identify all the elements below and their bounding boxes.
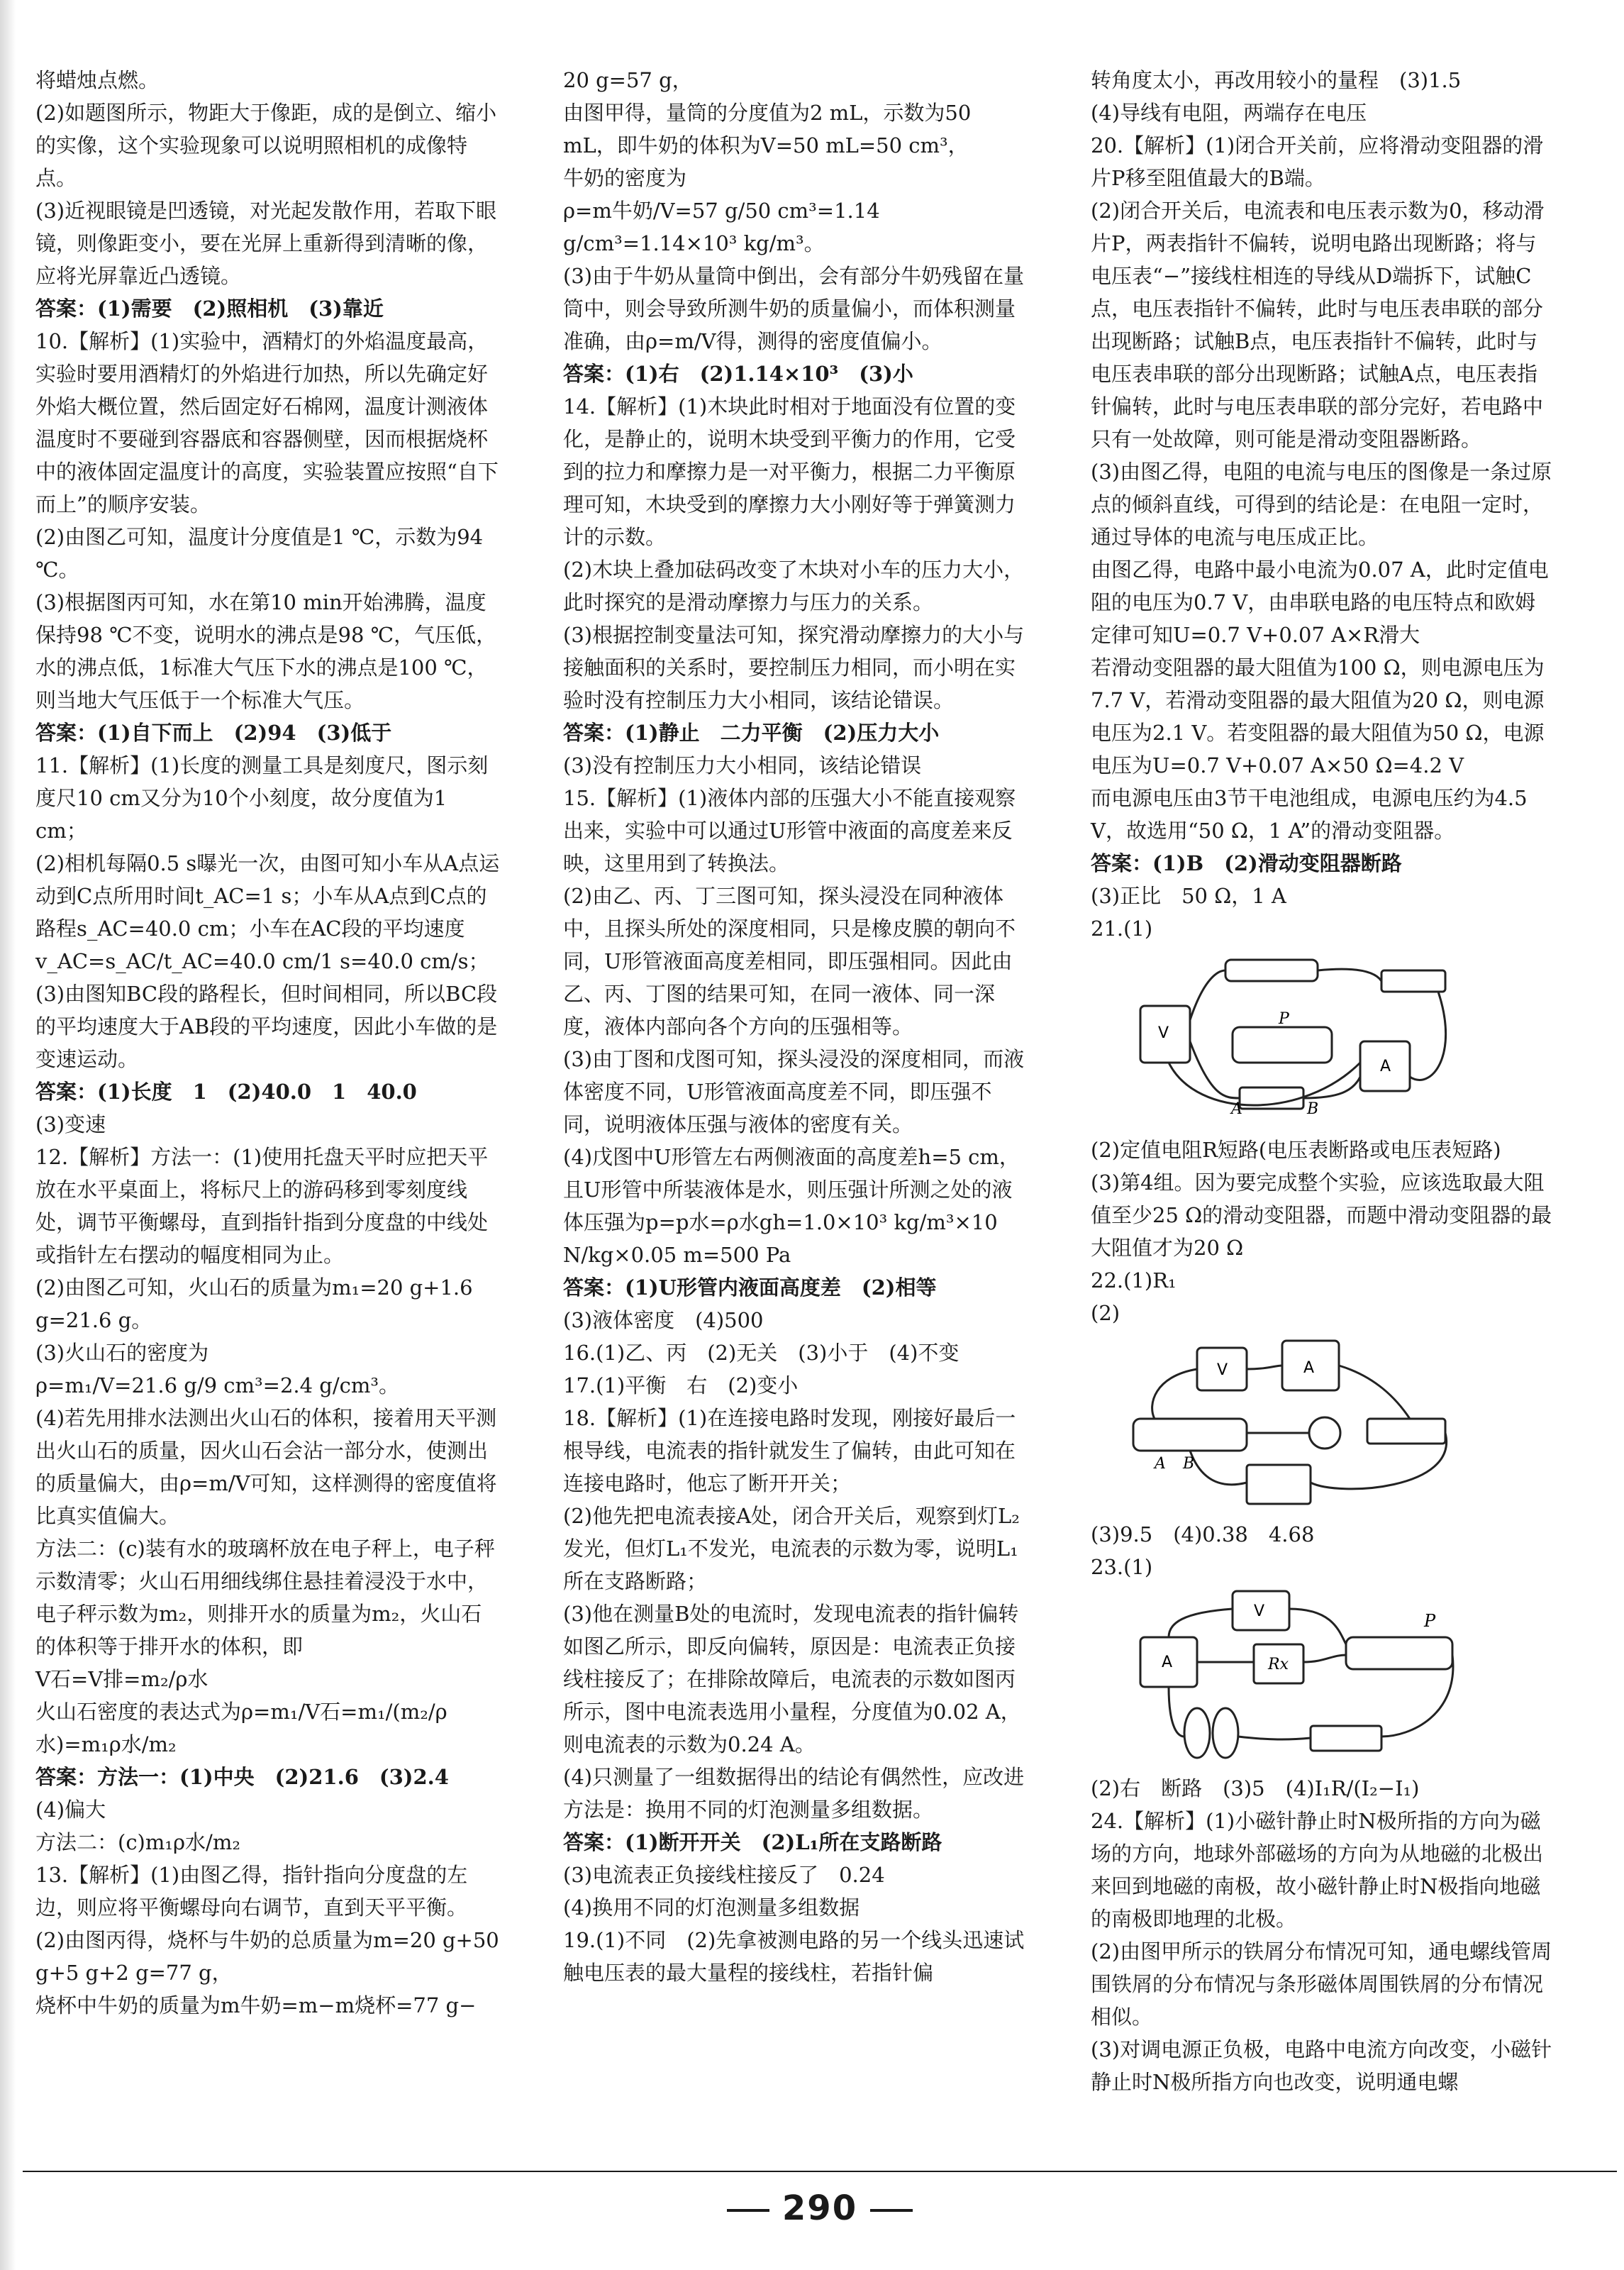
slider-p-label: P — [1424, 1611, 1436, 1631]
answer-line: 答案：(1)断开开关 (2)L₁所在支路断路 — [563, 1830, 942, 1854]
question-16: 16.(1)乙、丙 (2)无关 (3)小于 (4)不变 — [563, 1341, 960, 1365]
circuit-diagram-21 — [1126, 949, 1459, 1126]
question-14: 14.【解析】(1)木块此时相对于地面没有位置的变化，是静止的，说明木块受到平衡力的作用，它受到的拉力和摩擦力是一对平衡力，根据二力平衡原理可知，木块受到的摩擦力大小刚好等于弹簧测力计的示数。 — [563, 394, 1016, 549]
answer-line: 答案：(1)自下而上 (2)94 (3)低于 — [35, 721, 392, 745]
column-left — [35, 64, 506, 2164]
circuit-diagram-22 — [1126, 1334, 1459, 1511]
ammeter-label: A — [1380, 1058, 1391, 1075]
text-line: 若滑动变阻器的最大阻值为100 Ω，则电源电压为7.7 V，若滑动变阻器的最大阻值为20 Ω，则电源电压为2.1 V。若变阻器的最大阻值为50 Ω，电源电压为U=0.7 V+0.07 A×50 Ω=4.2 V — [1091, 655, 1545, 777]
text-line: (3)近视眼镜是凹透镜，对光起发散作用，若取下眼镜，则像距变小，要在光屏上重新得到清晰的像，应将光屏靠近凸透镜。 — [35, 199, 497, 288]
text-line: (3)由图乙得，电阻的电流与电压的图像是一条过原点的倾斜直线，可得到的结论是：在电阻一定时，通过导体的电流与电压成正比。 — [1091, 460, 1552, 549]
text-line: (3)液体密度 (4)500 — [563, 1308, 764, 1332]
text-line: (2)由图甲所示的铁屑分布情况可知，通电螺线管周围铁屑的分布情况与条形磁体周围铁屑的分布情况相似。 — [1091, 1939, 1552, 2029]
text-line: 20 g=57 g， — [563, 68, 693, 92]
text-line: (3)根据图丙可知，水在第10 min开始沸腾，温度保持98 ℃不变，说明水的沸点是98 ℃，气压低，水的沸点低，1标准大气压下水的沸点是100 ℃，则当地大气压低于一个标准大气压。 — [35, 590, 497, 712]
text-line: (3)对调电源正负极，电路中电流方向改变，小磁针静止时N极所指方向也改变，说明通电螺 — [1091, 2037, 1552, 2094]
text-line: (4)偏大 — [35, 1798, 106, 1822]
answer-line: 答案：(1)需要 (2)照相机 (3)靠近 — [35, 297, 384, 321]
question-15: 15.【解析】(1)液体内部的压强大小不能直接观察出来，实验中可以通过U形管中液面的高度差来反映，这里用到了转换法。 — [563, 786, 1016, 875]
terminal-a-label: A — [1155, 1455, 1166, 1473]
text-line: (3)正比 50 Ω，1 A — [1091, 884, 1286, 908]
question-20: 20.【解析】(1)闭合开关前，应将滑动变阻器的滑片P移至阻值最大的B端。 — [1091, 133, 1544, 190]
circuit-figure-23 — [1126, 1588, 1459, 1765]
text-line: 转角度太小，再改用较小的量程 (3)1.5 — [1091, 68, 1462, 92]
terminal-b-label: B — [1183, 1455, 1195, 1473]
text-line: (3)火山石的密度为 — [35, 1341, 209, 1365]
question-24: 24.【解析】(1)小磁针静止时N极所指的方向为磁场的方向，地球外部磁场的方向为从地磁的北极出来回到地磁的南极，故小磁针静止时N极指向地磁的南极即地理的北极。 — [1091, 1809, 1544, 1931]
ammeter-label: A — [1162, 1654, 1173, 1671]
question-10: 10.【解析】(1)实验中，酒精灯的外焰温度最高，实验时要用酒精灯的外焰进行加热，所以先确定好外焰大概位置，然后固定好石棉网，温度计测液体温度时不要碰到容器底和容器侧壁，因而根据烧杯中的液体固定温度计的高度，实验装置应按照“自下而上”的顺序安装。 — [35, 329, 499, 516]
text-line: (2)由图乙可知，温度计分度值是1 ℃，示数为94 ℃。 — [35, 525, 490, 582]
text-line: (2)由乙、丙、丁三图可知，探头浸没在同种液体中，且探头所处的深度相同，只是橡皮膜的朝向不同，U形管液面高度差相同，即压强相同。因此由乙、丙、丁图的结果可知，在同一液体、同一深度，液体内部向各个方向的压强相等。 — [563, 884, 1016, 1039]
terminal-b-label: B — [1307, 1100, 1319, 1118]
answer-line: 答案：方法一：(1)中央 (2)21.6 (3)2.4 — [35, 1765, 449, 1789]
column-middle — [563, 64, 1028, 2164]
text-line: (4)若先用排水法测出火山石的体积，接着用天平测出火山石的质量，因火山石会沾一部分水，使测出的质量偏大，由ρ=m/V可知，这样测得的密度值将比真实值偏大。 — [35, 1406, 497, 1528]
column-right — [1091, 64, 1555, 2164]
text-line: (4)戊图中U形管左右两侧液面的高度差h=5 cm，且U形管中所装液体是水，则压强计所测之处的液体压强为p=p水=ρ水gh=1.0×10³ kg/m³×10 N/kg×0.05 m=500 Pa — [563, 1145, 1020, 1267]
text-line: 将蜡烛点燃。 — [35, 68, 160, 92]
text-line: 烧杯中牛奶的质量为m牛奶=m−m烧杯=77 g− — [35, 1993, 477, 2017]
question-19: 19.(1)不同 (2)先拿被测电路的另一个线头迅速试触电压表的最大量程的接线柱，若指针偏 — [563, 1928, 1025, 1985]
question-23: 23.(1) — [1091, 1555, 1153, 1579]
page-number-text: 290 — [782, 2188, 858, 2228]
question-13: 13.【解析】(1)由图乙得，指针指向分度盘的左边，则应将平衡螺母向右调节，直到天平平衡。 — [35, 1863, 468, 1920]
text-line: (4)换用不同的灯泡测量多组数据 — [563, 1895, 860, 1920]
answer-line: 答案：(1)静止 二力平衡 (2)压力大小 — [563, 721, 940, 745]
binding-margin — [0, 0, 16, 2270]
text-line: 由图甲得，量筒的分度值为2 mL，示数为50 mL，即牛奶的体积为V=50 mL=50 cm³， — [563, 101, 978, 157]
formula-line: V石=V排=m₂/ρ水 — [35, 1667, 208, 1691]
answer-line: 答案：(1)B (2)滑动变阻器断路 — [1091, 851, 1402, 875]
voltmeter-label: V — [1217, 1361, 1228, 1379]
text-line: 方法二：(c)m₁ρ水/m₂ — [35, 1830, 240, 1854]
dash-left — [727, 2209, 769, 2212]
voltmeter-label: V — [1254, 1602, 1265, 1620]
text-line: 方法二：(c)装有水的玻璃杯放在电子秤上，电子秤示数清零；火山石用细线绑住悬挂着浸没于水中，电子秤示数为m₂，则排开水的质量为m₂，火山石的体积等于排开水的体积，即 — [35, 1537, 495, 1659]
text-line: (3)由丁图和戊图可知，探头浸没的深度相同，而液体密度不同，U形管液面高度差不同，即压强不同，说明液体压强与液体的密度有关。 — [563, 1047, 1025, 1136]
footer-rule — [23, 2171, 1617, 2172]
question-11: 11.【解析】(1)长度的测量工具是刻度尺，图示刻度尺10 cm又分为10个小刻度，故分度值为1 cm； — [35, 753, 489, 843]
text-line: (4)导线有电阻，两端存在电压 — [1091, 101, 1367, 125]
text-line: (4)只测量了一组数据得出的结论有偶然性，应改进方法是：换用不同的灯泡测量多组数据。 — [563, 1765, 1025, 1822]
text-line: (2)木块上叠加砝码改变了木块对小车的压力大小，此时探究的是滑动摩擦力与压力的关系。 — [563, 558, 1025, 614]
formula-line: 火山石密度的表达式为ρ=m₁/V石=m₁/(m₂/ρ水)=m₁ρ水/m₂ — [35, 1700, 447, 1756]
answer-line: 答案：(1)长度 1 (2)40.0 1 40.0 — [35, 1080, 417, 1104]
text-line: 由图乙得，电路中最小电流为0.07 A，此时定值电阻的电压为0.7 V，由串联电路的电压特点和欧姆定律可知U=0.7 V+0.07 A×R滑大 — [1091, 558, 1549, 647]
text-line: 牛奶的密度为 — [563, 166, 687, 190]
formula-line: ρ=m牛奶/V=57 g/50 cm³=1.14 g/cm³=1.14×10³ kg/m³。 — [563, 199, 886, 255]
text-line: (3)变速 — [35, 1112, 106, 1136]
answer-line: 答案：(1)右 (2)1.14×10³ (3)小 — [563, 362, 913, 386]
slider-p-label: P — [1279, 1010, 1289, 1028]
formula-line: ρ=m₁/V=21.6 g/9 cm³=2.4 g/cm³。 — [35, 1373, 399, 1397]
text-line: (3)没有控制压力大小相同，该结论错误 — [563, 753, 922, 777]
question-22: 22.(1)R₁ — [1091, 1268, 1177, 1292]
text-line: (2)定值电阻R短路(电压表断路或电压表短路) — [1091, 1138, 1501, 1162]
answer-line: 答案：(1)U形管内液面高度差 (2)相等 — [563, 1275, 937, 1300]
text-line: (3)根据控制变量法可知，探究滑动摩擦力的大小与接触面积的关系时，要控制压力相同，而小明在实验时没有控制压力大小相同，该结论错误。 — [563, 623, 1025, 712]
text-line: (2)由图乙可知，火山石的质量为m₁=20 g+1.6 g=21.6 g。 — [35, 1275, 479, 1332]
text-line: (3)电流表正负接线柱接反了 0.24 — [563, 1863, 885, 1887]
text-line: (3)9.5 (4)0.38 4.68 — [1091, 1522, 1315, 1546]
text-line: (2)他先把电流表接A处，闭合开关后，观察到灯L₂发光，但灯L₁不发光，电流表的示数为零，说明L₁所在支路断路； — [563, 1504, 1020, 1593]
text-line: (3)由图知BC段的路程长，但时间相同，所以BC段的平均速度大于AB段的平均速度，因此小车做的是变速运动。 — [35, 982, 498, 1071]
dash-right — [870, 2209, 913, 2212]
circuit-figure-22 — [1126, 1334, 1459, 1511]
text-line: (2) — [1091, 1301, 1120, 1325]
text-line: (2)由图丙得，烧杯与牛奶的总质量为m=20 g+50 g+5 g+2 g=77 g， — [35, 1928, 506, 1985]
resistor-rx-label: Rx — [1268, 1656, 1289, 1673]
page-number — [16, 2188, 1624, 2228]
text-line: (3)第4组。因为要完成整个实验，应该选取最大阻值至少25 Ω的滑动变阻器，而题中滑动变阻器的最大阻值才为20 Ω — [1091, 1170, 1552, 1260]
question-18: 18.【解析】(1)在连接电路时发现，刚接好最后一根导线，电流表的指针就发生了偏转，由此可知在连接电路时，他忘了断开开关； — [563, 1406, 1016, 1495]
text-line: (2)相机每隔0.5 s曝光一次，由图可知小车从A点运动到C点所用时间t_AC=1 s；小车从A点到C点的路程s_AC=40.0 cm；小车在AC段的平均速度 — [35, 851, 500, 941]
answer-page — [16, 0, 1624, 2270]
text-line: (2)闭合开关后，电流表和电压表示数为0，移动滑片P，两表指针不偏转，说明电路出现断路；将与电压表“−”接线柱相连的导线从D端拆下，试触C点，电压表指针不偏转，此时与电压表串联的部分出现断路；试触B点，电压表指针不偏转，此时与电压表串联的部分出现断路；试触A点，电压表指针偏转，此时与电压表串联的部分完好，若电路中只有一处故障，则可能是滑动变阻器断路。 — [1091, 199, 1545, 451]
question-12: 12.【解析】方法一：(1)使用托盘天平时应把天平放在水平桌面上，将标尺上的游码移到零刻度线处，调节平衡螺母，直到指针指到分度盘的中线处或指针左右摆动的幅度相同为止。 — [35, 1145, 489, 1267]
question-21: 21.(1) — [1091, 917, 1153, 941]
text-line: (2)右 断路 (3)5 (4)I₁R/(I₂−I₁) — [1091, 1776, 1420, 1800]
circuit-diagram-23 — [1126, 1588, 1459, 1765]
terminal-a-label: A — [1231, 1100, 1242, 1118]
text-line: (3)由于牛奶从量筒中倒出，会有部分牛奶残留在量筒中，则会导致所测牛奶的质量偏小，而体积测量准确，由ρ=m/V得，测得的密度值偏小。 — [563, 264, 1025, 353]
text-line: (3)他在测量B处的电流时，发现电流表的指针偏转如图乙所示，即反向偏转，原因是：电流表正负接线柱接反了；在排除故障后，电流表的示数如图丙所示，图中电流表选用小量程，分度值为0.02 A，则电流表的示数为0.24 A。 — [563, 1602, 1021, 1756]
voltmeter-label: V — [1158, 1024, 1169, 1042]
circuit-figure-21 — [1126, 949, 1459, 1126]
text-line: (2)如题图所示，物距大于像距，成的是倒立、缩小的实像，这个实验现象可以说明照相机的成像特点。 — [35, 101, 497, 190]
ammeter-label: A — [1303, 1359, 1315, 1377]
question-17: 17.(1)平衡 右 (2)变小 — [563, 1373, 799, 1397]
formula-line: v_AC=s_AC/t_AC=40.0 cm/1 s=40.0 cm/s； — [35, 949, 489, 973]
text-line: 而电源电压由3节干电池组成，电源电压约为4.5 V，故选用“50 Ω，1 A”的滑动变阻器。 — [1091, 786, 1534, 843]
